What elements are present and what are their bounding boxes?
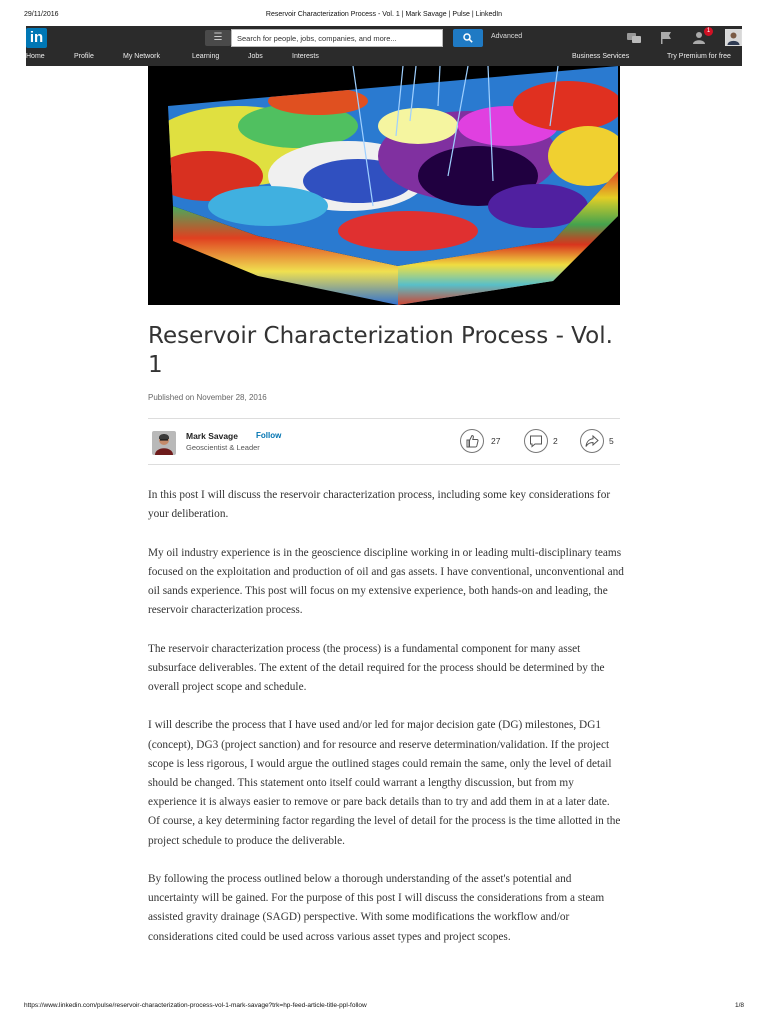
nav-jobs[interactable]: Jobs (248, 53, 263, 60)
nav-my-network[interactable]: My Network (123, 53, 160, 60)
article-paragraph: In this post I will discuss the reservoir characterization process, including some key considerations for your deliberation. (148, 489, 611, 521)
search-button[interactable] (453, 29, 483, 47)
article-paragraph: I will describe the process that I have used and/or led for major decision gate (DG) milestones, DG1 (concept), DG3 (project sanction) and for resource and reserve determination/validation. If the project scope is less rigorous, I would argue the outlined stages could remain the same, only the level of detail should be changed. This statement onto itself could warrant a lengthy discussion, but from my experience it is always easier to remove or pare back details than to try and add them in at a later date. Of course, a key determining factor regarding the level of detail for the process is the time allotted in the project schedule to produce the deliverable. (148, 719, 621, 847)
print-url: https://www.linkedin.com/pulse/reservoir-characterization-process-vol-1-mark-savage?trk=hp-feed-article-title-ppl-follow (24, 1002, 367, 1009)
like-icon (465, 434, 479, 448)
article-hero-image (148, 66, 620, 305)
nav-business-services[interactable]: Business Services (572, 53, 630, 60)
article-paragraph: By following the process outlined below a thorough understanding of the asset's potential and uncertainty will be gained. For the purpose of this post I will discuss the considerations from a steam assisted gravity drainage (SAGD) perspective. With some modifications the workflow and/or considerations cited could be used across various asset types and project scopes. (148, 873, 605, 943)
share-button[interactable] (580, 429, 604, 453)
comment-icon (529, 434, 543, 448)
advanced-search-link[interactable]: Advanced (491, 33, 523, 40)
like-button[interactable] (460, 429, 484, 453)
divider (148, 464, 620, 465)
flag-icon[interactable] (658, 30, 674, 46)
article-body (148, 486, 624, 966)
nav-profile[interactable]: Profile (74, 53, 94, 60)
menu-icon[interactable]: ☰ (205, 30, 231, 46)
divider (148, 418, 620, 419)
article-title: Reservoir Characterization Process - Vol. 1 (148, 323, 613, 378)
like-count: 27 (491, 436, 501, 446)
share-icon (585, 434, 599, 448)
notification-badge: 1 (704, 27, 713, 36)
share-count: 5 (609, 436, 614, 446)
author-headline: Geoscientist & Leader (186, 443, 260, 452)
nav-learning[interactable]: Learning (192, 53, 220, 60)
messages-icon[interactable] (626, 30, 642, 46)
comment-count: 2 (553, 436, 558, 446)
nav-interests[interactable]: Interests (292, 53, 319, 60)
print-page-number: 1/8 (734, 1002, 744, 1009)
search-icon (463, 33, 473, 43)
nav-home[interactable]: Home (26, 53, 45, 60)
search-input[interactable] (231, 29, 443, 47)
linkedin-logo[interactable]: in (26, 28, 47, 48)
article-paragraph: My oil industry experience is in the geoscience discipline working in or leading multi-disciplinary teams focused on the exploitation and production of oil and gas assets. I have conventional, unconventional and oil sands experience. This post will focus on my extensive experience, both hands-on and leading, the reservoir characterization process. (148, 546, 624, 617)
nav-try-premium[interactable]: Try Premium for free (667, 53, 731, 60)
comment-button[interactable] (524, 429, 548, 453)
follow-button[interactable]: Follow (256, 431, 282, 440)
profile-avatar[interactable] (725, 29, 742, 46)
print-header (0, 0, 768, 22)
top-navbar (26, 26, 742, 50)
main-nav (26, 50, 742, 66)
author-name[interactable]: Mark Savage (186, 431, 238, 441)
print-date: 29/11/2016 (24, 11, 59, 18)
print-page-title: Reservoir Characterization Process - Vol. 1 | Mark Savage | Pulse | LinkedIn (265, 11, 503, 18)
published-date: Published on November 28, 2016 (148, 393, 267, 402)
author-avatar[interactable] (152, 431, 176, 455)
article-paragraph: The reservoir characterization process (the process) is a fundamental component for many asset subsurface deliverables. The extent of the detail required for the process should be determined by the overall project scope and schedule. (148, 642, 605, 693)
